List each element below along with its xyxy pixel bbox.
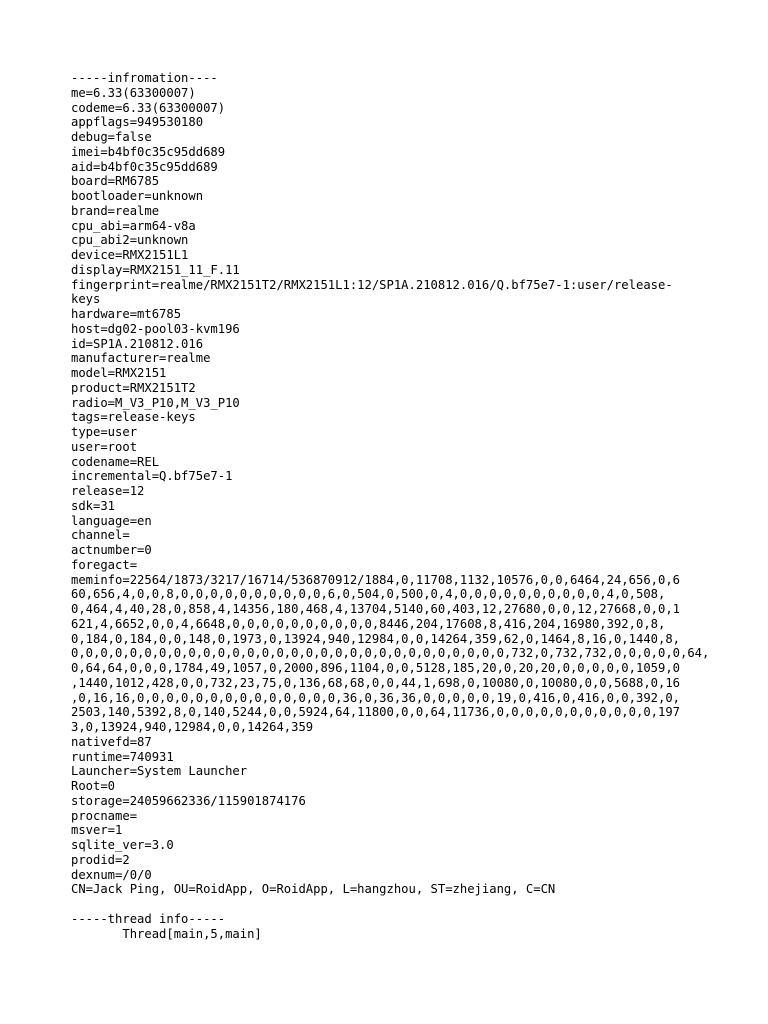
info-line: channel= — [71, 528, 130, 543]
info-line: codename=REL — [71, 454, 160, 469]
info-line: storage=24059662336/115901874176 — [71, 793, 306, 808]
info-line: radio=M_V3_P10,M_V3_P10 — [71, 395, 240, 410]
info-line: Launcher=System Launcher — [71, 764, 248, 779]
info-line: foregact= — [71, 557, 138, 572]
info-line: brand=realme — [71, 203, 160, 218]
section-spacer — [71, 897, 711, 912]
info-line: Root=0 — [71, 779, 116, 793]
info-line: user=root — [71, 439, 138, 454]
info-line: me=6.33(63300007) — [71, 85, 196, 100]
info-line: procname= — [71, 808, 138, 823]
info-line: cpu_abi=arm64-v8a — [71, 218, 196, 233]
info-line: actnumber=0 — [71, 543, 152, 557]
info-line: CN=Jack Ping, OU=RoidApp, O=RoidApp, L=hangzhou, ST=zhejiang, C=CN — [71, 882, 556, 897]
info-line-meminfo: meminfo=22564/1873/3217/16714/536870912/1884,0,11708,1132,10576,0,0,6464,24,656,0,6 60,656,4,0,0,8,0,0,0,0,0,0,0,0,0,0,6,0,504,0,500,0,4,0,0,0,0,0,0,0,0,0,0,4,0,508, 0,464,4,40,28,0,858,4,14356,180,468,4,13704,5140,60,403,12,27680,0,0,12,27668,0,0,1 621,4,6652,0,0,4,6648,0,0,0,0,0,0,0,0,0,0,8446,204,17608,8,416,204,16980,392,0,8, 0,184,0,184,0,0,148,0,1973,0,13924,940,12984,0,0,14264,359,62,0,1464,8,16,0,1440,8, 0,0,0,0,0,0,0,0,0,0,0,0,0,0,0,0,0,0,0,0,0,0,0,0,0,0,0,0,0,0,732,0,732,732,0,0,0,0,0,64, 0,64,64,0,0,0,1784,49,1057,0,2000,896,1104,0,0,5128,185,20,0,20,20,0,0,0,0,0,1059,0 ,1440,1012,428,0,0,732,23,75,0,136,68,68,0,0,44,1,698,0,10080,0,10080,0,0,5688,0,16 ,0,16,16,0,0,0,0,0,0,0,0,0,0,0,0,0,0,36,0,36,36,0,0,0,0,0,19,0,416,0,416,0,0,392,0, 2503,140,5392,8,0,140,5244,0,0,5924,64,11800,0,0,64,11736,0,0,0,0,0,0,0,0,0,0,0,197 3,0,13924,940,12984,0,0,14264,359 — [71, 572, 710, 734]
info-line: display=RMX2151_11_F.11 — [71, 262, 240, 277]
info-line: language=en — [71, 513, 152, 528]
info-line: sqlite_ver=3.0 — [71, 838, 174, 852]
info-line: debug=false — [71, 130, 152, 144]
info-section-header: -----infromation---- — [71, 71, 218, 85]
info-line: msver=1 — [71, 823, 123, 838]
info-line: device=RMX2151L1 — [71, 248, 189, 262]
info-line: runtime=740931 — [71, 749, 174, 764]
info-line: prodid=2 — [71, 852, 130, 867]
info-line: incremental=Q.bf75e7-1 — [71, 469, 233, 484]
info-line: manufacturer=realme — [71, 351, 211, 366]
info-line: release=12 — [71, 484, 145, 498]
info-line: nativefd=87 — [71, 734, 152, 749]
info-line: dexnum=/0/0 — [71, 867, 152, 882]
info-line: appflags=949530180 — [71, 115, 204, 130]
info-line: tags=release-keys — [71, 410, 196, 425]
info-line: codeme=6.33(63300007) — [71, 100, 226, 115]
info-line: id=SP1A.210812.016 — [71, 336, 204, 351]
thread-section-header: -----thread info----- — [71, 911, 226, 926]
info-line: sdk=31 — [71, 498, 116, 513]
info-line: type=user — [71, 425, 138, 439]
info-line: board=RM6785 — [71, 174, 160, 189]
log-document — [71, 71, 711, 941]
info-line: product=RMX2151T2 — [71, 380, 196, 395]
info-line: cpu_abi2=unknown — [71, 233, 189, 248]
info-line: hardware=mt6785 — [71, 307, 182, 321]
thread-line: Thread[main,5,main] — [71, 926, 262, 941]
info-section-body — [71, 86, 711, 897]
info-line: bootloader=unknown — [71, 189, 204, 203]
info-line: aid=b4bf0c35c95dd689 — [71, 159, 218, 174]
info-line: host=dg02-pool03-kvm196 — [71, 321, 240, 336]
info-line-fingerprint: fingerprint=realme/RMX2151T2/RMX2151L1:12/SP1A.210812.016/Q.bf75e7-1:user/release- keys — [71, 277, 673, 307]
info-line: imei=b4bf0c35c95dd689 — [71, 144, 226, 159]
info-line: model=RMX2151 — [71, 366, 167, 380]
